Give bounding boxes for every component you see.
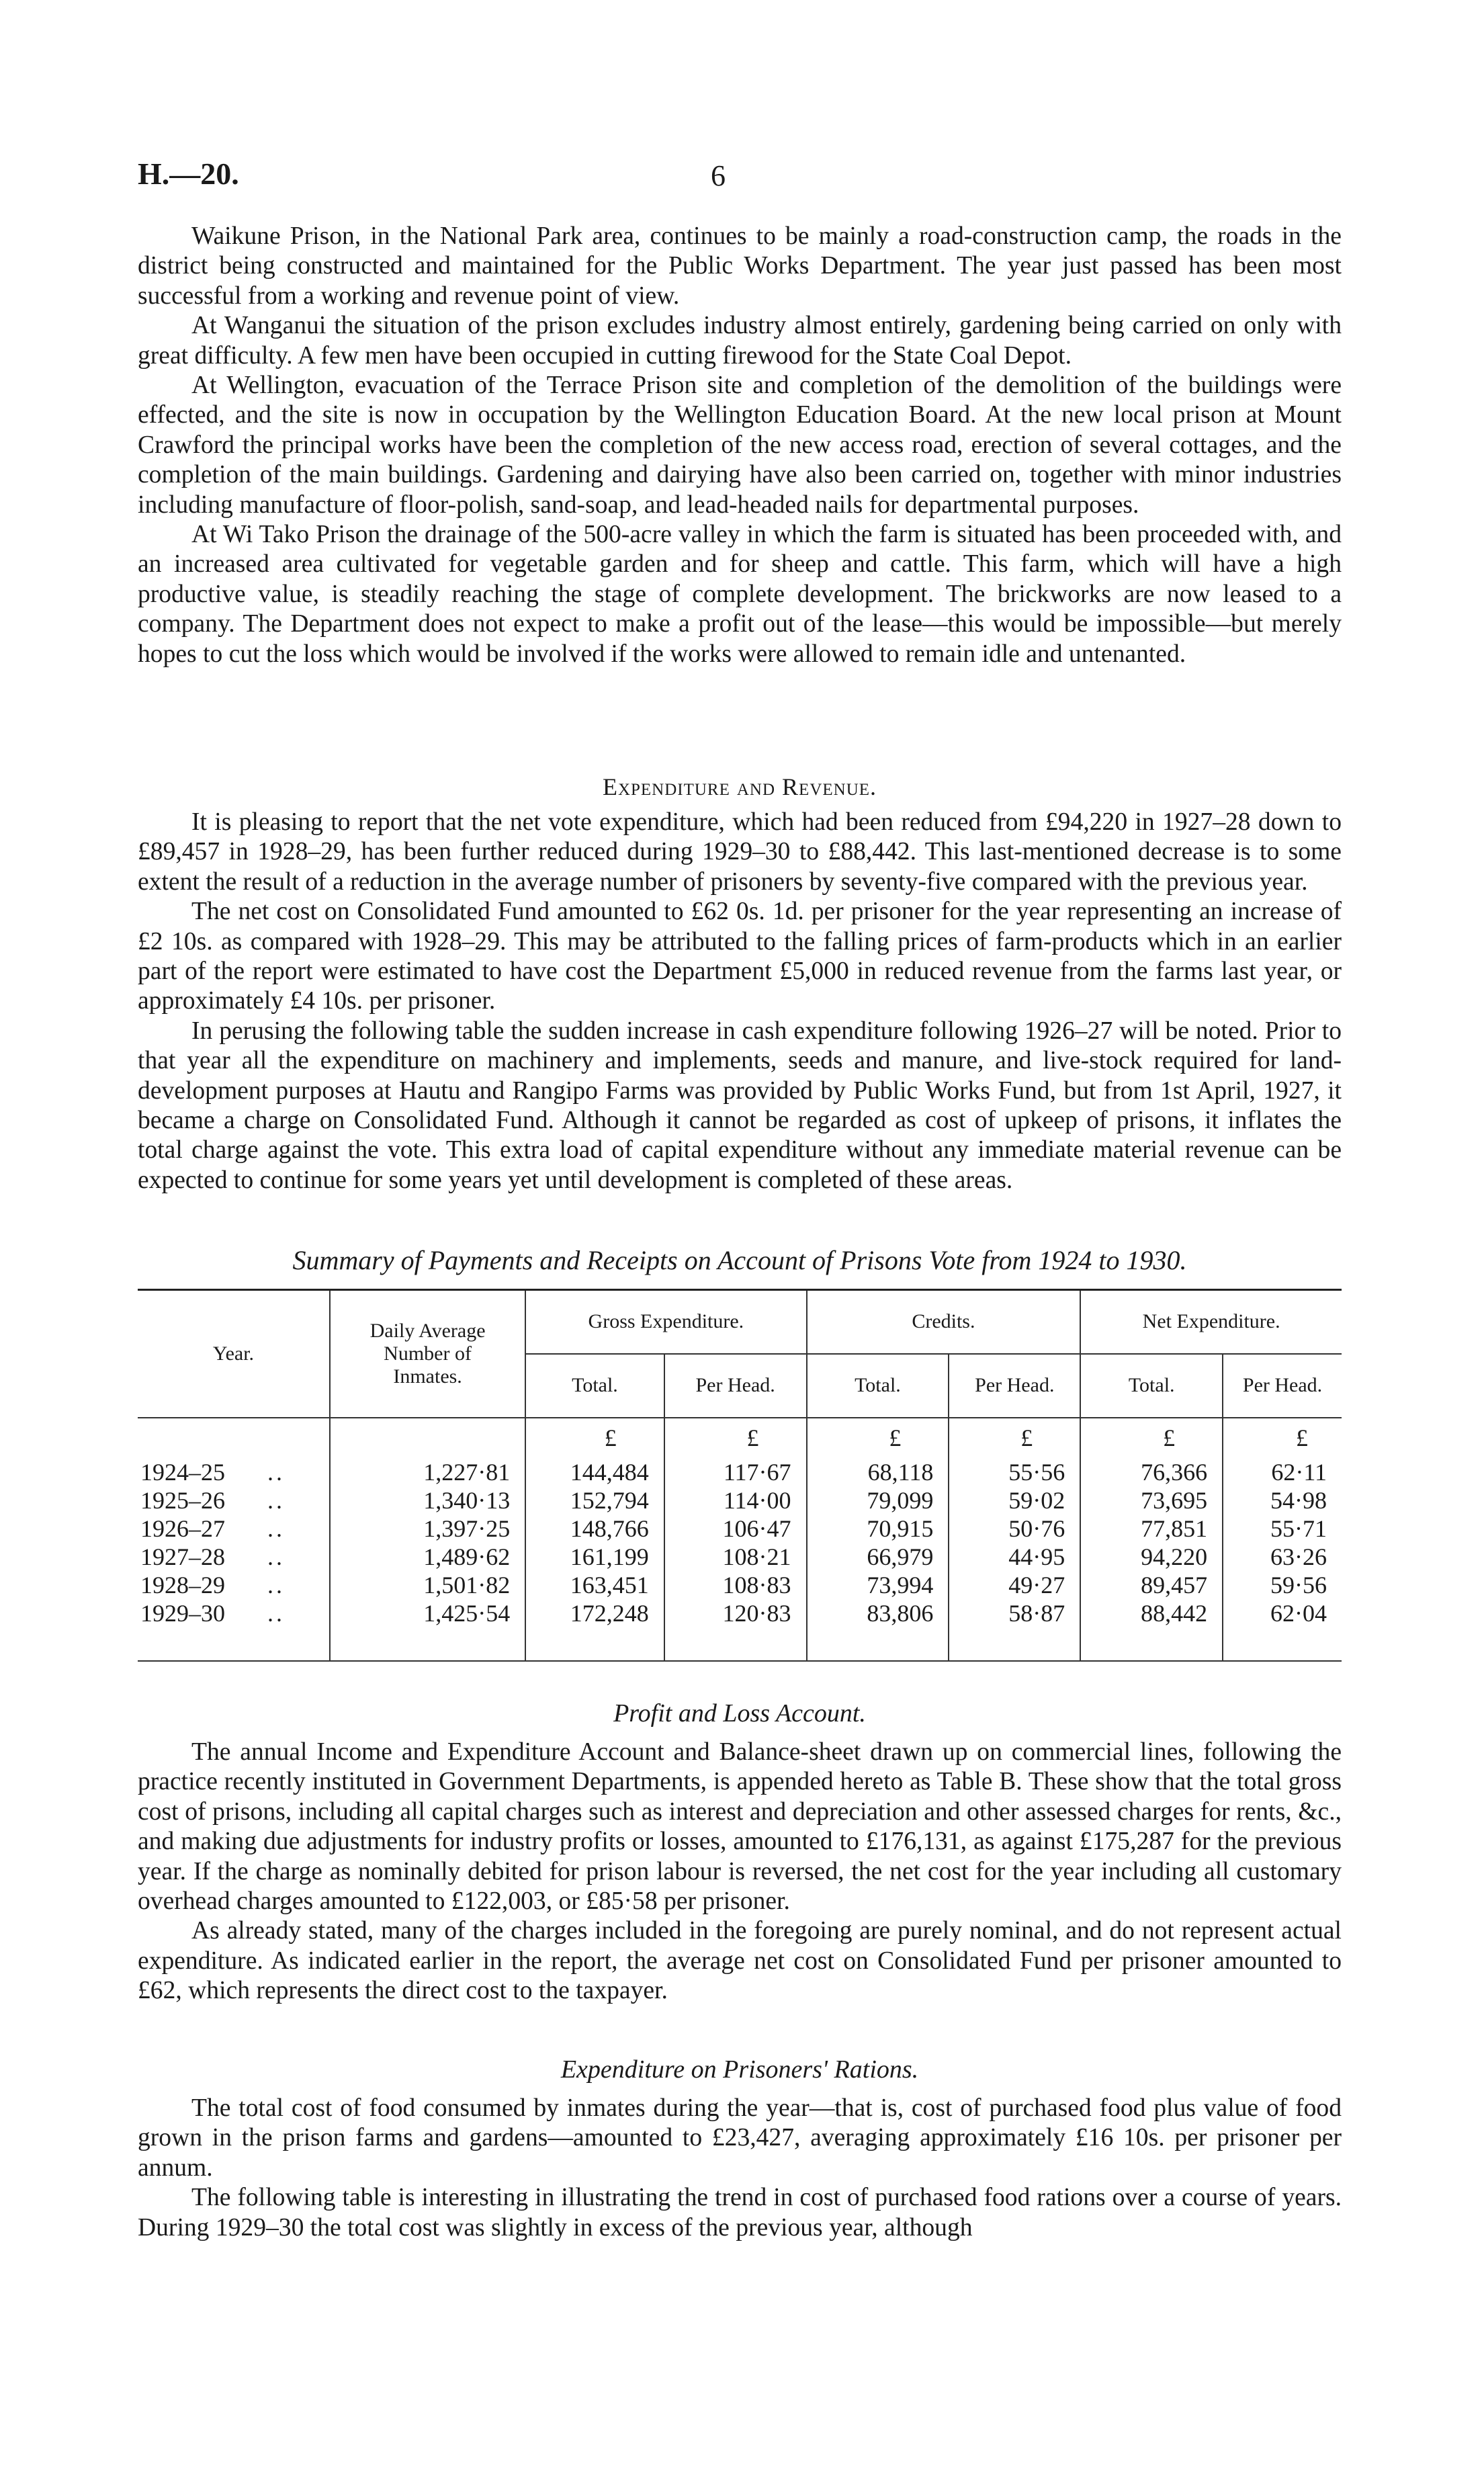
row-credits-total: 66,979	[807, 1543, 949, 1571]
currency-symbol: £	[949, 1418, 1080, 1458]
currency-symbol: £	[1223, 1418, 1342, 1458]
row-credits-total: 79,099	[807, 1486, 949, 1514]
row-credits-per-head: 49·27	[949, 1571, 1080, 1599]
table-caption: Summary of Payments and Receipts on Account of Prisons Vote from 1924 to 1930.	[292, 1245, 1187, 1275]
row-net-total: 89,457	[1080, 1571, 1223, 1599]
table-row	[138, 1543, 1342, 1571]
row-gross-total: 144,484	[525, 1458, 664, 1486]
rations-heading: Expenditure on Prisoners' Rations.	[560, 2055, 919, 2084]
paragraph-waikune: Waikune Prison, in the National Park area, continues to be mainly a road-construction camp, the roads in the district being constructed and maintained for the Public Works Department. The year just passed has been most successful from a working and revenue point of view.	[138, 222, 1342, 310]
row-year: 1924–25	[140, 1458, 225, 1486]
col-year-header: Year.	[212, 1342, 255, 1365]
profit-loss-section	[138, 1699, 1342, 2006]
row-credits-per-head: 44·95	[949, 1543, 1080, 1571]
col-gross-header: Gross Expenditure.	[525, 1290, 806, 1354]
row-gross-per-head: 114·00	[664, 1486, 807, 1514]
currency-symbol: £	[525, 1418, 664, 1458]
row-gross-per-head: 108·83	[664, 1571, 807, 1599]
table-row	[138, 1486, 1342, 1514]
credits-total-header: Total.	[807, 1354, 949, 1418]
row-net-per-head: 55·71	[1223, 1514, 1342, 1543]
net-per-head-header: Per Head.	[1223, 1354, 1342, 1418]
row-net-per-head: 62·11	[1223, 1458, 1342, 1486]
row-dots: ..	[267, 1599, 285, 1627]
row-credits-per-head: 58·87	[949, 1599, 1080, 1627]
row-dots: ..	[267, 1571, 285, 1598]
row-gross-total: 148,766	[525, 1514, 664, 1543]
col-inmates-header: Daily Average Number of Inmates.	[330, 1290, 525, 1418]
paragraph-wi-tako: At Wi Tako Prison the drainage of the 500-acre valley in which the farm is situated has been proceeded with, and an increased area cultivated for vegetable garden and for sheep and cattle. This farm, which will have a high productive value, is steadily reaching the stage of complete development. The brickworks are now leased to a company. The Department does not expect to make a profit out of the lease—this would be impossible—but merely hopes to cut the loss which would be involved if the works were allowed to remain idle and untenanted.	[138, 521, 1342, 668]
row-inmates: 1,489·62	[330, 1543, 525, 1571]
row-year: 1926–27	[140, 1514, 225, 1542]
rations-section	[138, 2055, 1342, 2243]
row-net-per-head: 62·04	[1223, 1599, 1342, 1627]
row-gross-per-head: 117·67	[664, 1458, 807, 1486]
row-net-total: 94,220	[1080, 1543, 1223, 1571]
paragraph-table-intro: In perusing the following table the sudden increase in cash expenditure following 1926–27 will be noted. Prior to that year all the expenditure on machinery and implements, seeds and manure, and live-stock required for land-development purposes at Hautu and Rangipo Farms was provided by Public Works Fund, but from 1st April, 1927, it became a charge on Consolidated Fund. Although it cannot be regarded as cost of upkeep of prisons, it inflates the total charge against the vote. This extra load of capital expenditure without any immediate material revenue can be expected to continue for some years yet until development is completed of these areas.	[138, 1017, 1342, 1194]
row-net-total: 73,695	[1080, 1486, 1223, 1514]
row-gross-per-head: 106·47	[664, 1514, 807, 1543]
paragraph-income-expenditure: The annual Income and Expenditure Account and Balance-sheet drawn up on commercial lines, following the practice recently instituted in Government Departments, is appended hereto as Table B. These show that the total gross cost of prisons, including all capital charges such as interest and depreciation and other assessed charges for rents, &c., and making due adjustments for industry profits or losses, amounted to £176,131, as against £175,287 for the previous year. If the charge as nominally debited for prison labour is reversed, the net cost for the year including all customary overhead charges amounted to £122,003, or £85·58 per prisoner.	[138, 1738, 1342, 1916]
col-credits-header: Credits.	[807, 1290, 1081, 1354]
row-net-per-head: 54·98	[1223, 1486, 1342, 1514]
row-inmates: 1,227·81	[330, 1458, 525, 1486]
col-net-header: Net Expenditure.	[1080, 1290, 1342, 1354]
row-net-per-head: 59·56	[1223, 1571, 1342, 1599]
row-net-per-head: 63·26	[1223, 1543, 1342, 1571]
row-net-total: 77,851	[1080, 1514, 1223, 1543]
paragraph-food-cost: The total cost of food consumed by inmates during the year—that is, cost of purchased food plus value of food grown in the prison farms and gardens—amounted to £23,427, averaging approximately £16 10s. per prisoner per annum.	[138, 2094, 1342, 2182]
row-dots: ..	[267, 1458, 285, 1486]
row-credits-per-head: 55·56	[949, 1458, 1080, 1486]
row-credits-per-head: 50·76	[949, 1514, 1080, 1543]
currency-row	[138, 1418, 1342, 1458]
gross-total-header: Total.	[525, 1354, 664, 1418]
table-caption-wrap	[138, 1244, 1342, 1276]
expenditure-body	[138, 808, 1342, 1195]
paragraph-nominal-charges: As already stated, many of the charges included in the foregoing are purely nominal, and do not represent actual expenditure. As indicated earlier in the report, the average net cost on Consolidated Fund per prisoner amounted to £62, which represents the direct cost to the taxpayer.	[138, 1917, 1342, 2005]
row-credits-total: 73,994	[807, 1571, 949, 1599]
row-gross-total: 172,248	[525, 1599, 664, 1627]
profit-loss-heading: Profit and Loss Account.	[613, 1699, 866, 1727]
row-inmates: 1,397·25	[330, 1514, 525, 1543]
row-year: 1927–28	[140, 1543, 225, 1570]
row-dots: ..	[267, 1486, 285, 1514]
currency-symbol: £	[664, 1418, 807, 1458]
page-number: 6	[711, 159, 726, 192]
summary-table-wrap	[138, 1289, 1342, 1662]
row-year: 1925–26	[140, 1486, 225, 1514]
row-dots: ..	[267, 1514, 285, 1542]
table-row	[138, 1571, 1342, 1599]
credits-per-head-header: Per Head.	[949, 1354, 1080, 1418]
row-gross-total: 163,451	[525, 1571, 664, 1599]
expenditure-section	[138, 773, 1342, 801]
gross-per-head-header: Per Head.	[664, 1354, 807, 1418]
row-credits-per-head: 59·02	[949, 1486, 1080, 1514]
row-inmates: 1,425·54	[330, 1599, 525, 1627]
table-row	[138, 1599, 1342, 1627]
row-inmates: 1,501·82	[330, 1571, 525, 1599]
row-year: 1929–30	[140, 1599, 225, 1627]
paragraph-net-cost: The net cost on Consolidated Fund amounted to £62 0s. 1d. per prisoner for the year representing an increase of £2 10s. as compared with 1928–29. This may be attributed to the falling prices of farm-products which in an earlier part of the report were estimated to have cost the Department £5,000 in reduced revenue from the farms last year, or approximately £4 10s. per prisoner.	[138, 898, 1342, 1015]
row-gross-total: 152,794	[525, 1486, 664, 1514]
report-reference: H.—20.	[138, 157, 239, 191]
paragraph-net-vote: It is pleasing to report that the net vote expenditure, which had been reduced from £94,220 in 1927–28 down to £89,457 in 1928–29, has been further reduced during 1929–30 to £88,442. This last-mentioned decrease is to some extent the result of a reduction in the average number of prisoners by seventy-five compared with the previous year.	[138, 808, 1342, 896]
row-credits-total: 83,806	[807, 1599, 949, 1627]
paragraph-wanganui: At Wanganui the situation of the prison excludes industry almost entirely, gardening being carried on only with great difficulty. A few men have been occupied in cutting firewood for the State Coal Depot.	[138, 312, 1342, 370]
currency-symbol: £	[1080, 1418, 1223, 1458]
row-dots: ..	[267, 1543, 285, 1570]
row-credits-total: 68,118	[807, 1458, 949, 1486]
table-spacer-row	[138, 1627, 1342, 1661]
intro-section	[138, 222, 1342, 669]
currency-symbol: £	[807, 1418, 949, 1458]
summary-table	[138, 1289, 1342, 1662]
row-net-total: 76,366	[1080, 1458, 1223, 1486]
row-gross-per-head: 120·83	[664, 1599, 807, 1627]
row-year: 1928–29	[140, 1571, 225, 1598]
paragraph-rations-trend: The following table is interesting in illustrating the trend in cost of purchased food rations over a course of years. During 1929–30 the total cost was slightly in excess of the previous year, although	[138, 2184, 1342, 2242]
row-net-total: 88,442	[1080, 1599, 1223, 1627]
row-inmates: 1,340·13	[330, 1486, 525, 1514]
table-row	[138, 1514, 1342, 1543]
row-gross-per-head: 108·21	[664, 1543, 807, 1571]
paragraph-wellington: At Wellington, evacuation of the Terrace Prison site and completion of the demolition of the buildings were effected, and the site is now in occupation by the Wellington Education Board. At the new local prison at Mount Crawford the principal works have been the completion of the new access road, erection of several cottages, and the completion of the main buildings. Gardening and dairying have also been carried on, together with minor industries including manufacture of floor-polish, sand-soap, and lead-headed nails for departmental purposes.	[138, 372, 1342, 519]
expenditure-heading: Expenditure and Revenue.	[602, 773, 877, 800]
row-credits-total: 70,915	[807, 1514, 949, 1543]
table-row	[138, 1458, 1342, 1486]
row-gross-total: 161,199	[525, 1543, 664, 1571]
net-total-header: Total.	[1080, 1354, 1223, 1418]
